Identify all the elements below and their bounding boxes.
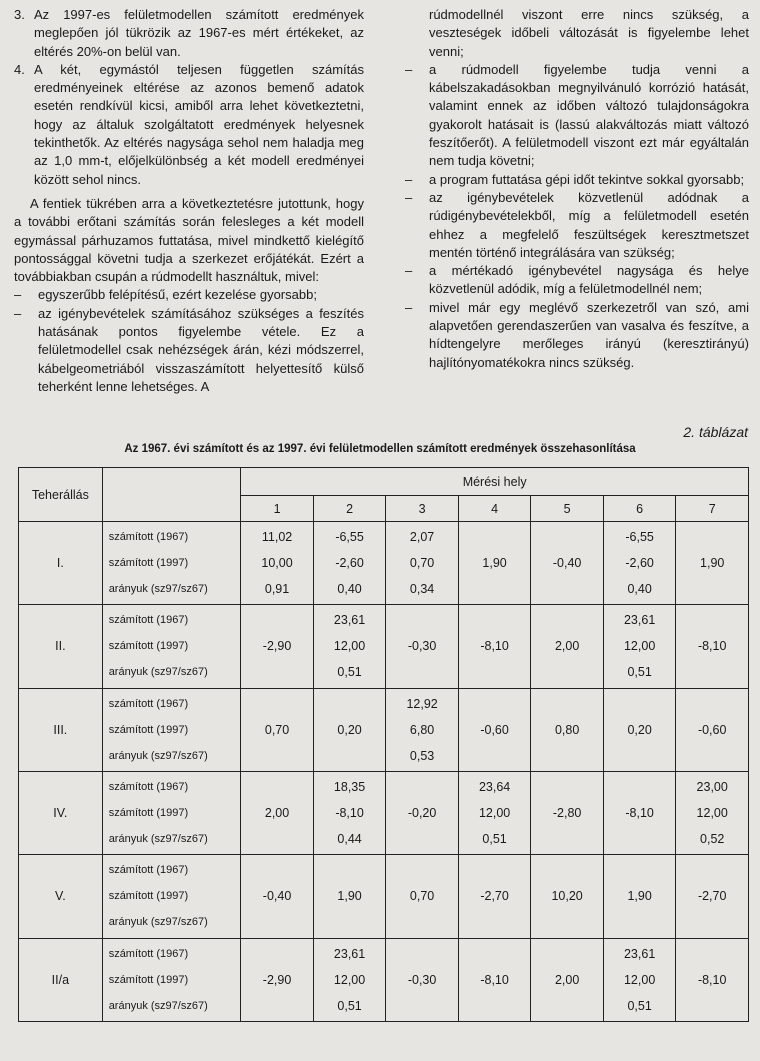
cell-value: 1,90 <box>337 889 362 904</box>
cell-value <box>676 993 748 1019</box>
cell-value <box>241 857 313 883</box>
cell-value <box>531 774 603 800</box>
value-cell <box>313 938 386 1021</box>
load-case-label: I. <box>19 522 103 605</box>
cell-value: -8,10 <box>480 972 509 987</box>
load-case-label: III. <box>19 688 103 771</box>
cell-value: 2,00 <box>264 806 290 821</box>
cell-value <box>459 576 531 602</box>
ratio-label <box>109 826 241 852</box>
cell-value <box>459 691 531 717</box>
ratio-expression: (sz97/sz67) <box>150 916 208 929</box>
cell-value <box>459 941 531 967</box>
cell-value: 12,00 <box>478 806 511 821</box>
value-cell <box>676 688 749 771</box>
ratio-expression: (sz97/sz67) <box>150 583 208 596</box>
load-case-row <box>19 771 749 854</box>
dash-item <box>14 305 364 396</box>
value-cell <box>458 855 531 938</box>
value-cell <box>313 522 386 605</box>
comparison-table <box>18 467 749 1022</box>
row-label: számított (1997) <box>108 973 189 986</box>
row-label: számított (1997) <box>108 723 189 736</box>
load-case-row <box>19 938 749 1021</box>
cell-value: -0,40 <box>552 556 582 571</box>
row-label: számított (1967) <box>108 864 189 877</box>
cell-value <box>531 691 603 717</box>
value-cell <box>458 938 531 1021</box>
cell-value: 1,90 <box>482 556 507 571</box>
cell-value: 0,51 <box>337 665 362 680</box>
cell-value <box>531 743 603 769</box>
cell-value: -8,10 <box>625 806 654 821</box>
cell-value <box>386 909 458 935</box>
row-labels <box>102 855 241 938</box>
cell-value: 12,92 <box>406 696 438 711</box>
dash-text: mivel már egy meglévő szerkezetről van szó, ami alapvetően gerendaszerűen van vasalva és feszítve, a hídtengelyre merőleges irányú (keresztirányú) hajlítónyomatékokra nincs szükség. <box>429 299 749 370</box>
cell-value: 0,51 <box>627 665 652 680</box>
cell-value: 0,80 <box>554 722 580 737</box>
value-cell <box>531 688 604 771</box>
cell-value: -0,60 <box>697 722 727 737</box>
row-label: számított (1997) <box>108 807 189 820</box>
position-header: 2 <box>313 496 386 522</box>
cell-value <box>604 691 676 717</box>
cell-value <box>676 659 748 685</box>
value-cell <box>603 855 676 938</box>
position-header: 1 <box>241 496 314 522</box>
cell-value: 0,91 <box>264 582 290 597</box>
cell-value <box>386 857 458 883</box>
dash-text: egyszerűbb felépítésű, ezért kezelése gyorsabb; <box>38 287 317 303</box>
cell-value <box>241 774 313 800</box>
cell-value <box>531 607 603 633</box>
value-cell <box>241 522 314 605</box>
cell-value: -0,40 <box>262 889 292 904</box>
cell-value <box>604 774 676 800</box>
cell-value: -6,55 <box>335 530 364 545</box>
row-labels <box>102 771 241 854</box>
position-header: 6 <box>603 496 676 522</box>
cell-value <box>531 909 603 935</box>
cell-value: 0,34 <box>409 582 435 597</box>
dash-item <box>405 262 749 299</box>
item-number: 4. <box>14 61 25 77</box>
cell-value: -0,30 <box>407 972 437 987</box>
ratio-word: arányuk <box>108 583 148 596</box>
cell-value <box>459 993 531 1019</box>
cell-value: 2,07 <box>409 530 435 545</box>
cell-value <box>386 607 458 633</box>
value-cell <box>676 771 749 854</box>
value-cell <box>603 938 676 1021</box>
value-cell <box>386 938 459 1021</box>
cell-value <box>386 993 458 1019</box>
cell-value: 0,70 <box>409 889 435 904</box>
value-cell <box>241 771 314 854</box>
cell-value: 0,40 <box>337 582 362 597</box>
position-header: 3 <box>386 496 459 522</box>
ratio-word: arányuk <box>108 999 148 1012</box>
cell-value <box>314 909 386 935</box>
cell-value: 0,53 <box>409 748 435 763</box>
cell-value: 0,70 <box>409 556 435 571</box>
value-cell <box>458 605 531 688</box>
numbered-item-3 <box>14 6 364 61</box>
cell-value: 23,61 <box>333 613 366 628</box>
cell-value: 0,44 <box>337 832 362 847</box>
row-labels <box>102 688 241 771</box>
cell-value: 0,52 <box>700 832 725 847</box>
dash-item <box>14 286 364 304</box>
cell-value: -0,60 <box>480 722 509 737</box>
dash-item <box>405 189 749 262</box>
value-cell <box>676 855 749 938</box>
value-cell <box>386 522 459 605</box>
ratio-expression: (sz97/sz67) <box>150 749 208 762</box>
table-title: Az 1967. évi számított és az 1997. évi felületmodellen számított eredmények összehasonlítása <box>124 443 636 455</box>
right-text-column <box>405 6 749 372</box>
item-text: A két, egymástól teljesen független számítás eredményeinek eltérése az azonos bemenő adatok esetén rendkívül kicsi, amiből arra lehet következtetni, hogy az általuk szolgáltatott eredmények helyesnek tekinthetők. Az eltérés nagysága sehol nem haladja meg az 1,0 mm-t, előjelkülönbség a két modell eredményei között sehol nincs. <box>34 61 364 187</box>
cell-value <box>676 743 748 769</box>
value-cell <box>313 855 386 938</box>
cell-value: 10,00 <box>261 556 293 571</box>
table-caption: 2. táblázat <box>683 424 748 440</box>
dash-bullet: – <box>14 287 22 303</box>
cell-value: 12,00 <box>333 972 366 987</box>
row-label: számított (1997) <box>108 557 189 570</box>
cell-value: -2,60 <box>335 556 364 571</box>
value-cell <box>241 938 314 1021</box>
cell-value: -8,10 <box>697 972 727 987</box>
cell-value: -2,70 <box>480 889 509 904</box>
cell-value <box>604 857 676 883</box>
ratio-word: arányuk <box>108 833 148 846</box>
cell-value: 23,64 <box>478 780 511 795</box>
cell-value <box>241 826 313 852</box>
row-label: számított (1967) <box>108 781 189 794</box>
dash-bullet: – <box>405 263 413 279</box>
cell-value <box>241 941 313 967</box>
dash-item <box>405 299 749 372</box>
row-labels <box>102 938 241 1021</box>
ratio-word: arányuk <box>108 666 148 679</box>
cell-value <box>531 857 603 883</box>
ratio-label <box>109 743 241 769</box>
cell-value: 0,51 <box>627 998 652 1013</box>
value-cell <box>313 605 386 688</box>
cell-value: 0,70 <box>264 722 290 737</box>
value-cell <box>531 605 604 688</box>
cell-value <box>676 909 748 935</box>
value-cell <box>531 522 604 605</box>
dash-bullet: – <box>405 61 413 77</box>
row-label: számított (1997) <box>108 640 189 653</box>
ratio-expression: (sz97/sz67) <box>150 999 208 1012</box>
cell-value <box>386 826 458 852</box>
cell-value <box>459 607 531 633</box>
cell-value <box>676 691 748 717</box>
value-cell <box>531 855 604 938</box>
cell-value <box>531 941 603 967</box>
cell-value: -2,60 <box>625 556 654 571</box>
cell-value: 12,00 <box>623 639 656 654</box>
value-cell <box>386 771 459 854</box>
value-cell <box>676 938 749 1021</box>
dash-bullet: – <box>14 305 22 321</box>
value-cell <box>676 605 749 688</box>
cell-value <box>604 743 676 769</box>
ratio-word: arányuk <box>108 749 148 762</box>
cell-value <box>676 576 748 602</box>
cell-value: 0,40 <box>627 582 652 597</box>
value-cell <box>603 522 676 605</box>
cell-value: 1,90 <box>700 556 725 571</box>
value-cell <box>603 688 676 771</box>
row-label: számított (1967) <box>108 531 189 544</box>
cell-value <box>241 607 313 633</box>
dash-text: a rúdmodell figyelembe tudja venni a kábelszakadásokban megnyilvánuló korrózió hatását, valamint ennek az időben változó tulajdonságokra gyakorolt hatásait is (lassú alakváltozás miatt változó feszítőerőt). A felületmodell viszont ezt már egyáltalán nem tudja követni; <box>429 61 749 169</box>
cell-value <box>676 941 748 967</box>
value-cell <box>531 938 604 1021</box>
value-cell <box>313 688 386 771</box>
value-cell <box>676 522 749 605</box>
cell-value: 0,51 <box>337 998 362 1013</box>
value-cell <box>313 771 386 854</box>
item-text: Az 1997-es felületmodellen számított eredmények meglepően jól tükrözik az 1967-es mért értékeket, az eltérés 20%-on belül van. <box>34 7 364 59</box>
cell-value: -2,90 <box>262 639 292 654</box>
cell-value: 23,61 <box>623 613 656 628</box>
ratio-label <box>109 659 241 685</box>
cell-value <box>386 774 458 800</box>
cell-value: 1,90 <box>627 889 652 904</box>
ratio-expression: (sz97/sz67) <box>150 833 208 846</box>
ratio-label <box>109 909 241 935</box>
cell-value: 18,35 <box>333 780 366 795</box>
header-measurement-location: Mérési hely <box>241 468 749 496</box>
ratio-expression: (sz97/sz67) <box>150 666 208 679</box>
load-case-label: II/a <box>19 938 103 1021</box>
load-case-label: V. <box>19 855 103 938</box>
header-load-case: Teherállás <box>19 468 103 522</box>
value-cell <box>241 855 314 938</box>
position-header: 5 <box>531 496 604 522</box>
load-case-row <box>19 688 749 771</box>
cell-value: -8,10 <box>480 639 509 654</box>
cell-value: -0,30 <box>407 639 437 654</box>
value-cell <box>241 605 314 688</box>
cell-value <box>459 524 531 550</box>
cell-value <box>531 826 603 852</box>
value-cell <box>386 855 459 938</box>
dash-item <box>405 61 749 171</box>
value-cell <box>241 688 314 771</box>
dash-text: a program futtatása gépi időt tekintve sokkal gyorsabb; <box>429 171 745 187</box>
dash-bullet: – <box>405 299 413 315</box>
cell-value <box>459 743 531 769</box>
cell-value <box>386 659 458 685</box>
cell-value <box>386 941 458 967</box>
cell-value: -0,20 <box>407 806 437 821</box>
load-case-row <box>19 605 749 688</box>
row-labels <box>102 522 241 605</box>
cell-value <box>676 857 748 883</box>
ratio-word: arányuk <box>108 916 148 929</box>
dash-bullet: – <box>405 171 413 187</box>
cell-value <box>314 857 386 883</box>
cell-value: 0,51 <box>482 832 507 847</box>
cell-value <box>531 993 603 1019</box>
dash-text: a mértékadó igénybevétel nagysága és helye közvetlenül adódik, míg a felületmodellnél nem; <box>429 263 749 297</box>
cell-value: 0,20 <box>337 722 362 737</box>
cell-value: 12,00 <box>623 972 656 987</box>
continuation-text: rúdmodellnél viszont erre nincs szükség, a veszteségek időbeli változását is figyelembe lehet venni; <box>429 7 749 59</box>
cell-value <box>241 909 313 935</box>
cell-value: 23,61 <box>623 946 656 961</box>
load-case-row <box>19 522 749 605</box>
cell-value: 10,20 <box>551 889 583 904</box>
ratio-label <box>109 993 241 1019</box>
cell-value: -2,80 <box>552 806 582 821</box>
position-header: 4 <box>458 496 531 522</box>
cell-value: 23,00 <box>696 780 728 795</box>
value-cell <box>531 771 604 854</box>
cell-value <box>241 659 313 685</box>
numbered-item-4 <box>14 61 364 189</box>
cell-value <box>314 743 386 769</box>
left-text-column <box>14 6 364 396</box>
cell-value: -2,70 <box>697 889 727 904</box>
row-label: számított (1967) <box>108 614 189 627</box>
value-cell <box>386 688 459 771</box>
load-case-label: IV. <box>19 771 103 854</box>
value-cell <box>458 771 531 854</box>
row-label: számított (1997) <box>108 890 189 903</box>
dash-bullet: – <box>405 189 413 205</box>
cell-value: 12,00 <box>333 639 366 654</box>
cell-value <box>676 524 748 550</box>
load-case-label: II. <box>19 605 103 688</box>
cell-value <box>604 826 676 852</box>
row-labels <box>102 605 241 688</box>
cell-value <box>241 691 313 717</box>
load-case-row <box>19 855 749 938</box>
cell-value <box>604 909 676 935</box>
cell-value <box>676 607 748 633</box>
cell-value: 2,00 <box>554 972 580 987</box>
cell-value: -6,55 <box>625 530 654 545</box>
value-cell <box>458 688 531 771</box>
header-row-labels <box>102 468 241 522</box>
cell-value: -2,90 <box>262 972 292 987</box>
cell-value: 2,00 <box>554 639 580 654</box>
dash-text: az igénybevételek közvetlenül adódnak a rúdigénybevételekből, míg a felületmodell esetén ehhez a megfelelő feszültségek keresztmetszet mentén történő integrálására van szükség; <box>429 189 749 260</box>
cell-value <box>531 576 603 602</box>
cell-value: -8,10 <box>335 806 364 821</box>
cell-value: 6,80 <box>409 722 435 737</box>
row-label: számított (1967) <box>108 697 189 710</box>
cell-value: 11,02 <box>261 530 293 545</box>
cell-value <box>459 909 531 935</box>
dash-item <box>405 171 749 189</box>
cell-value: -8,10 <box>697 639 727 654</box>
row-label: számított (1967) <box>108 947 189 960</box>
value-cell <box>603 605 676 688</box>
cell-value <box>459 857 531 883</box>
cell-value <box>459 659 531 685</box>
value-cell <box>458 522 531 605</box>
cell-value: 12,00 <box>696 806 728 821</box>
position-header: 7 <box>676 496 749 522</box>
value-cell <box>603 771 676 854</box>
ratio-label <box>109 576 241 602</box>
item-number: 3. <box>14 7 25 22</box>
cell-value: 0,20 <box>627 722 652 737</box>
cell-value: 23,61 <box>333 946 366 961</box>
dash-text: az igénybevételek számításához szükséges a feszítés hatásának pontos figyelembe vétele. Ez a felületmodellel csak nehézségek árán, kézi módszerrel, kábelgeometriából visszaszámított helyettesítő külső teherként lenne lehetséges. A <box>38 305 364 394</box>
value-cell <box>386 605 459 688</box>
cell-value <box>241 993 313 1019</box>
cell-value <box>314 691 386 717</box>
cell-value <box>241 743 313 769</box>
cell-value <box>531 524 603 550</box>
cell-value <box>531 659 603 685</box>
conclusion-paragraph: A fentiek tükrében arra a következtetésre jutottunk, hogy a további erőtani számítás során felesleges a két modell egymással párhuzamos futtatása, mivel mindkettő kielégítő pontossággal követni tudja a szerkezet erőjátékát. Ezért a továbbiakban csupán a rúdmodellt használtuk, mivel: <box>14 195 364 285</box>
